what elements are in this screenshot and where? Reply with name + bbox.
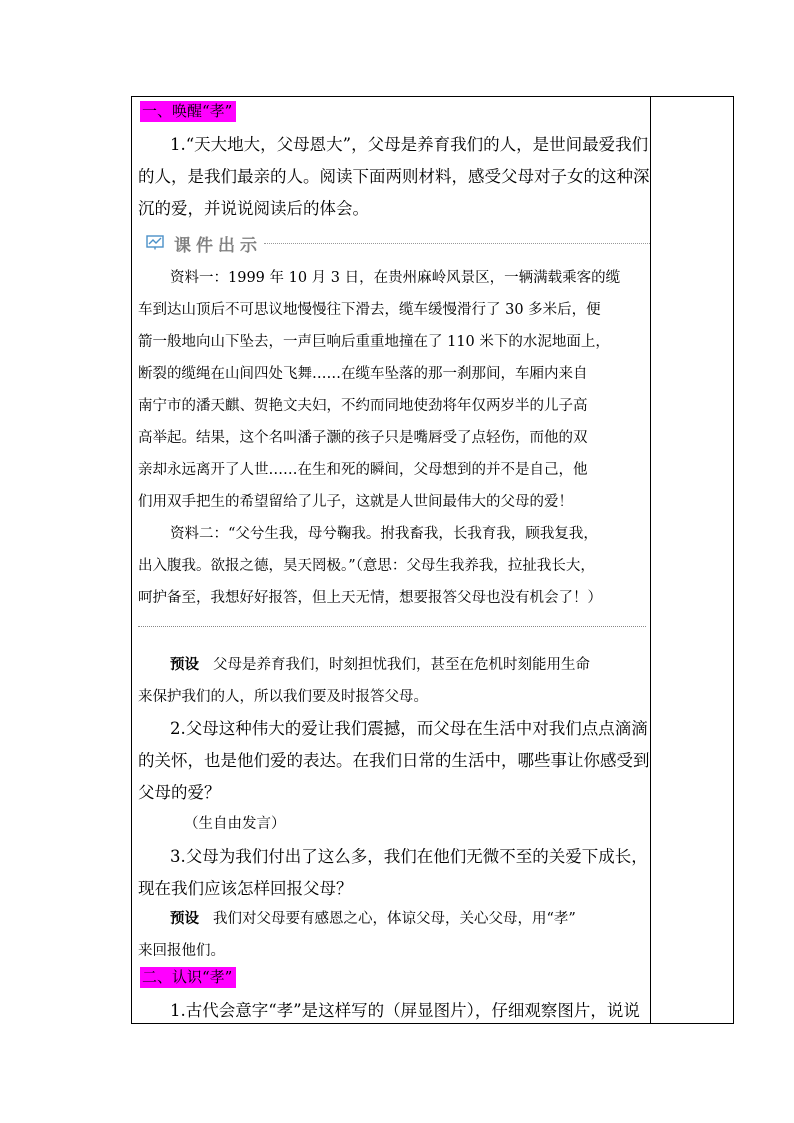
section-heading-2: 二、认识“孝” <box>140 967 236 988</box>
preset-line: 来保护我们的人，所以我们要及时报答父母。 <box>138 689 428 705</box>
paragraph-line: 1.“天大地大，父母恩大”，父母是养育我们的人，是世间最爱我们 <box>170 135 649 154</box>
material-line: 们用双手把生的希望留给了儿子，这就是人世间最伟大的父母的爱！ <box>138 494 573 510</box>
preset-line: 来回报他们。 <box>138 943 225 959</box>
paragraph-line: 现在我们应该怎样回报父母？ <box>138 879 353 898</box>
preset-line <box>170 907 576 928</box>
paragraph-line: 沉的爱，并说说阅读后的体会。 <box>138 199 369 218</box>
paragraph-line: 3.父母为我们付出了这么多，我们在他们无微不至的关爱下成长， <box>170 847 648 866</box>
material-line: 资料一：1999 年 10 月 3 日，在贵州麻岭风景区，一辆满载乘客的缆 <box>170 270 621 286</box>
preset-line <box>170 653 590 674</box>
section-heading-1: 一、唤醒“孝” <box>140 101 236 122</box>
paragraph-line: 父母的爱？ <box>138 783 221 802</box>
material-line: 资料二：“父兮生我，母兮鞠我。拊我畜我，长我育我，顾我复我， <box>170 526 598 542</box>
free-speech-note: （生自由发言） <box>184 816 286 832</box>
preset-label: 预设 <box>170 656 199 673</box>
paragraph-line: 1.古代会意字“孝”是这样写的（屏显图片），仔细观察图片，说说 <box>170 1001 640 1020</box>
paragraph-line: 的人，是我们最亲的人。阅读下面两则材料，感受父母对子女的这种深 <box>138 167 650 186</box>
column-divider <box>650 97 651 1023</box>
preset-text: 我们对父母要有感恩之心，体谅父母，关心父母，用“孝” <box>213 911 576 927</box>
presentation-chart-icon <box>146 235 164 250</box>
paragraph-line: 2.父母这种伟大的爱让我们震撼，而父母在生活中对我们点点滴滴 <box>170 719 648 738</box>
preset-text: 父母是养育我们，时刻担忧我们，甚至在危机时刻能用生命 <box>213 657 590 673</box>
dotted-rule <box>264 243 650 244</box>
material-line: 出入腹我。欲报之德，昊天罔极。”（意思：父母生我养我，拉扯我长大， <box>138 558 595 574</box>
dotted-separator <box>138 626 646 627</box>
material-line: 呵护备至，我想好好报答，但上天无情，想要报答父母也没有机会了！） <box>138 590 602 606</box>
courseware-label: 课件出示 <box>174 236 262 256</box>
courseware-banner <box>146 231 650 255</box>
material-line: 车到达山顶后不可思议地慢慢往下滑去，缆车缓慢滑行了 30 多米后，便 <box>138 302 601 318</box>
material-line: 箭一般地向山下坠去，一声巨响后重重地撞在了 110 米下的水泥地面上， <box>138 334 610 350</box>
material-line: 亲却永远离开了人世……在生和死的瞬间，父母想到的并不是自己，他 <box>138 462 588 478</box>
material-line: 南宁市的潘天麒、贺艳文夫妇，不约而同地使劲将年仅两岁半的儿子高 <box>138 398 588 414</box>
material-line: 断裂的缆绳在山间四处飞舞……在缆车坠落的那一刹那间，车厢内来自 <box>138 366 588 382</box>
paragraph-line: 的关怀，也是他们爱的表达。在我们日常的生活中，哪些事让你感受到 <box>138 751 650 770</box>
preset-label: 预设 <box>170 910 199 927</box>
material-line: 高举起。结果，这个名叫潘子灏的孩子只是嘴唇受了点轻伤，而他的双 <box>138 430 588 446</box>
lesson-content-cell <box>138 97 650 1023</box>
lesson-table <box>131 96 734 1024</box>
